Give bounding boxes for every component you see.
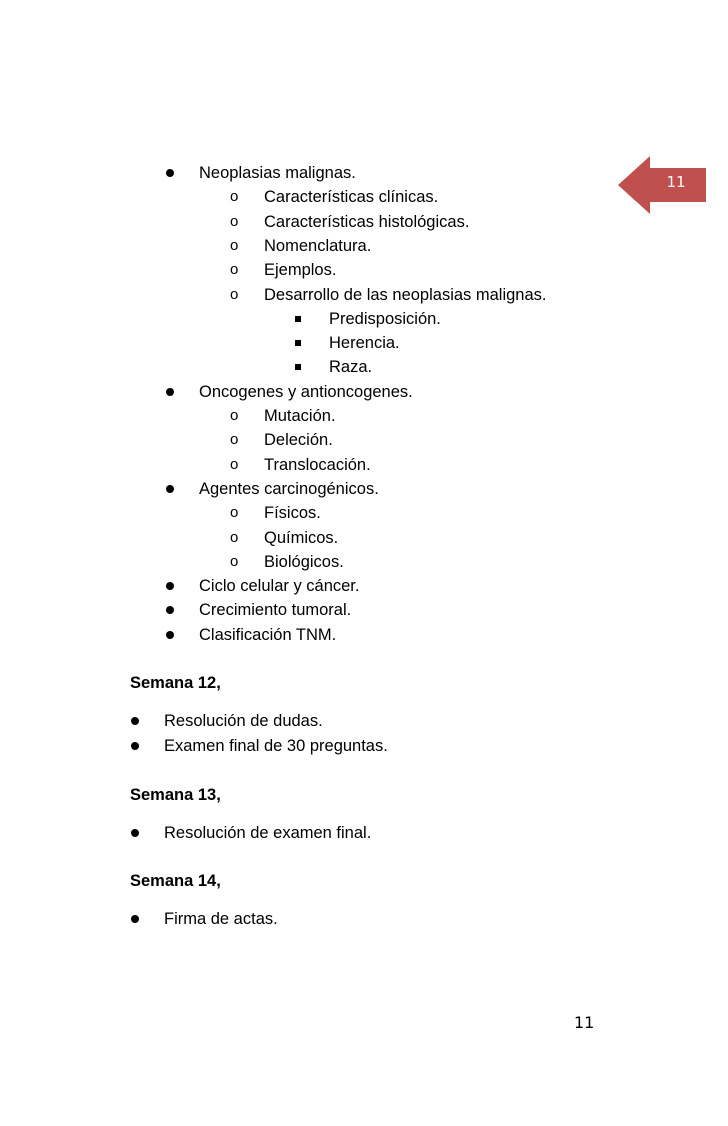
bullet-circle-icon: o <box>230 188 239 205</box>
outline-item-text: Crecimiento tumoral. <box>199 601 352 619</box>
week-item-text: Resolución de dudas. <box>164 712 323 730</box>
bullet-dot-icon <box>131 829 139 837</box>
week-heading: Semana 12, <box>130 674 221 692</box>
outline-item-text: Nomenclatura. <box>264 237 372 255</box>
footer-page-number: 11 <box>574 1013 595 1032</box>
bullet-dot-icon <box>166 582 174 590</box>
outline-item-text: Deleción. <box>264 431 333 449</box>
outline-item-text: Neoplasias malignas. <box>199 164 356 182</box>
bullet-dot-icon <box>131 915 139 923</box>
bullet-dot-icon <box>166 169 174 177</box>
outline-item-text: Desarrollo de las neoplasias malignas. <box>264 286 547 304</box>
outline-item-text: Mutación. <box>264 407 336 425</box>
bullet-dot-icon <box>131 742 139 750</box>
bullet-dot-icon <box>166 388 174 396</box>
week-heading: Semana 14, <box>130 872 221 890</box>
bullet-circle-icon: o <box>230 237 239 254</box>
bullet-dot-icon <box>166 485 174 493</box>
week-heading: Semana 13, <box>130 786 221 804</box>
bullet-circle-icon: o <box>230 213 239 230</box>
bullet-circle-icon: o <box>230 431 239 448</box>
outline-item-text: Clasificación TNM. <box>199 626 337 644</box>
outline-item-text: Raza. <box>329 358 373 376</box>
outline-item-text: Químicos. <box>264 529 339 547</box>
bullet-square-icon <box>295 364 301 370</box>
bullet-square-icon <box>295 316 301 322</box>
outline-item-text: Físicos. <box>264 504 321 522</box>
outline-item-text: Características histológicas. <box>264 213 470 231</box>
outline-item-text: Agentes carcinogénicos. <box>199 480 379 498</box>
bullet-square-icon <box>295 340 301 346</box>
outline-item-text: Biológicos. <box>264 553 344 571</box>
bullet-dot-icon <box>166 606 174 614</box>
bullet-circle-icon: o <box>230 553 239 570</box>
outline-item-text: Herencia. <box>329 334 400 352</box>
bullet-circle-icon: o <box>230 407 239 424</box>
outline-item-text: Características clínicas. <box>264 188 439 206</box>
bullet-circle-icon: o <box>230 261 239 278</box>
bullet-dot-icon <box>166 631 174 639</box>
outline-item-text: Ejemplos. <box>264 261 337 279</box>
outline-item-text: Oncogenes y antioncogenes. <box>199 383 413 401</box>
outline-item-text: Ciclo celular y cáncer. <box>199 577 360 595</box>
week-item-text: Resolución de examen final. <box>164 824 372 842</box>
bullet-circle-icon: o <box>230 286 239 303</box>
bullet-circle-icon: o <box>230 504 239 521</box>
bullet-circle-icon: o <box>230 529 239 546</box>
outline-item-text: Predisposición. <box>329 310 441 328</box>
outline-item-text: Translocación. <box>264 456 371 474</box>
page-number-tab <box>618 156 706 214</box>
week-item-text: Firma de actas. <box>164 910 278 928</box>
bullet-circle-icon: o <box>230 456 239 473</box>
bullet-dot-icon <box>131 717 139 725</box>
page-tab-number: 11 <box>666 173 686 191</box>
week-item-text: Examen final de 30 preguntas. <box>164 737 388 755</box>
